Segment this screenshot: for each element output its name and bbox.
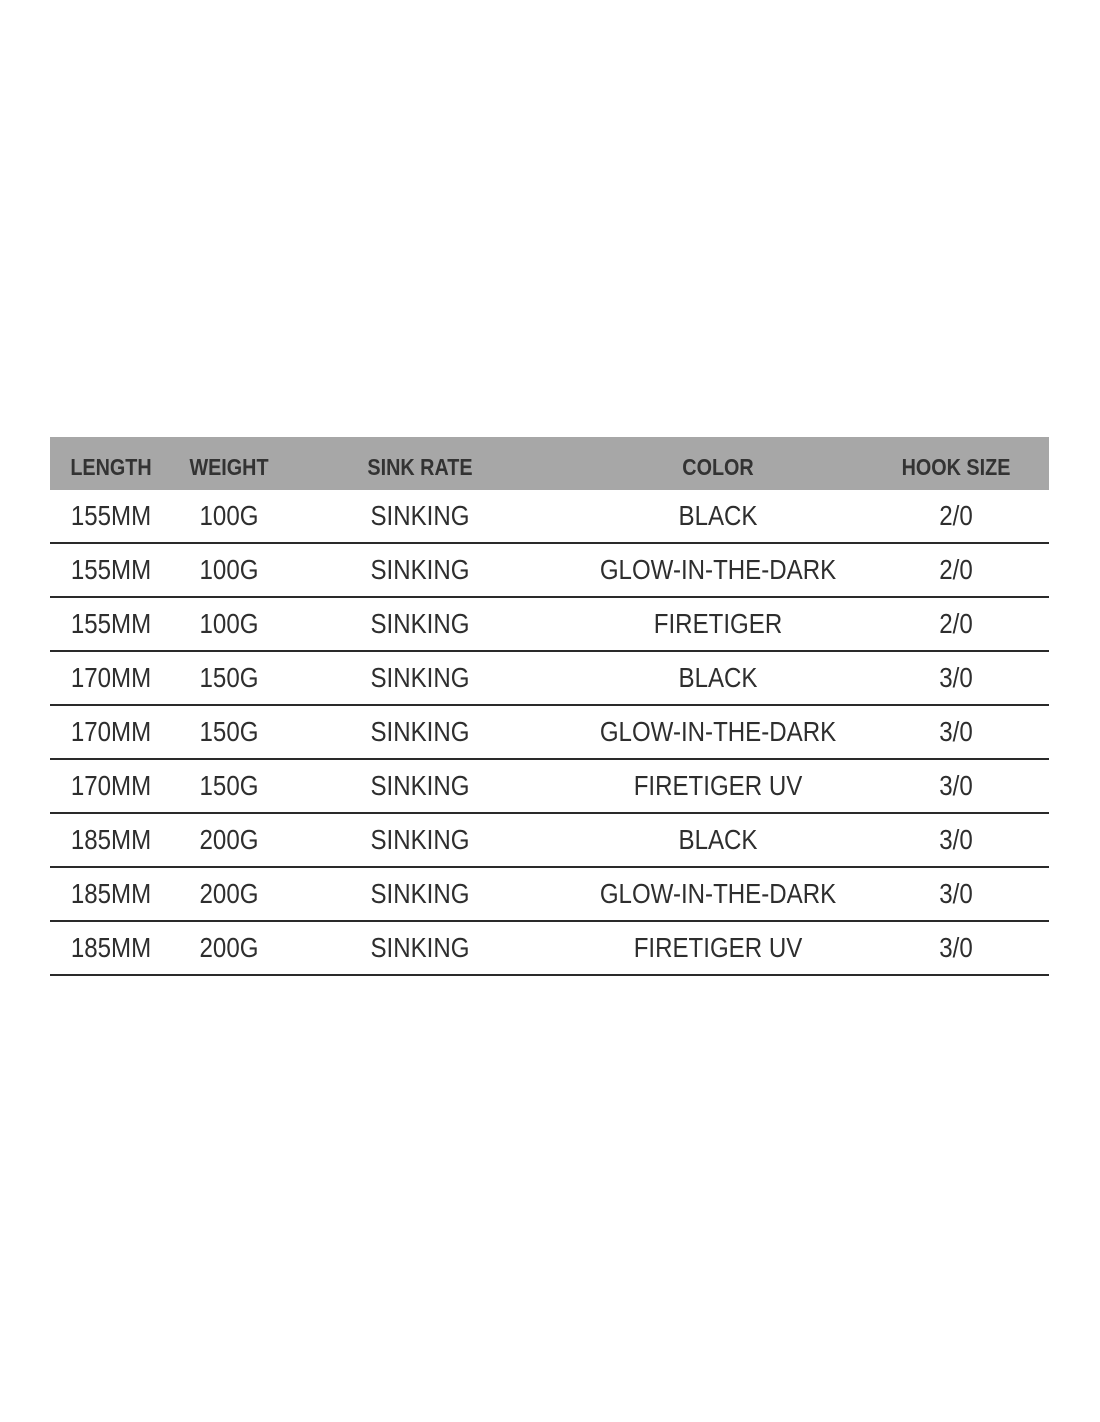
table-row [50, 868, 1049, 922]
table-row [50, 760, 1049, 814]
cell-color: BLACK [678, 662, 758, 693]
cell-sink-rate: SINKING [370, 824, 470, 855]
column-header-hook-size: HOOK SIZE [901, 454, 1011, 480]
cell-color: BLACK [678, 824, 758, 855]
table-row [50, 490, 1049, 544]
spec-table [50, 437, 1049, 976]
cell-length: 155MM [70, 554, 152, 585]
table-row [50, 922, 1049, 976]
cell-hook-size: 3/0 [939, 824, 973, 855]
cell-hook-size: 2/0 [939, 554, 973, 585]
table-row [50, 544, 1049, 598]
cell-weight: 100G [199, 554, 259, 585]
column-header-length: LENGTH [70, 454, 152, 480]
cell-sink-rate: SINKING [370, 716, 470, 747]
cell-sink-rate: SINKING [370, 662, 470, 693]
cell-weight: 100G [199, 500, 259, 531]
cell-length: 185MM [70, 932, 152, 963]
table-row [50, 598, 1049, 652]
cell-weight: 200G [199, 878, 259, 909]
cell-sink-rate: SINKING [370, 608, 470, 639]
table-header-row [50, 437, 1049, 490]
cell-color: GLOW-IN-THE-DARK [599, 716, 837, 747]
column-header-weight: WEIGHT [189, 454, 269, 480]
cell-color: FIRETIGER [653, 608, 783, 639]
cell-hook-size: 3/0 [939, 662, 973, 693]
cell-hook-size: 2/0 [939, 608, 973, 639]
column-header-color: COLOR [682, 454, 754, 480]
cell-weight: 150G [199, 770, 259, 801]
cell-length: 185MM [70, 824, 152, 855]
cell-length: 170MM [70, 716, 152, 747]
cell-hook-size: 3/0 [939, 932, 973, 963]
table-row [50, 706, 1049, 760]
cell-hook-size: 3/0 [939, 770, 973, 801]
cell-sink-rate: SINKING [370, 500, 470, 531]
table-row [50, 814, 1049, 868]
cell-length: 170MM [70, 770, 152, 801]
cell-sink-rate: SINKING [370, 878, 470, 909]
cell-length: 185MM [70, 878, 152, 909]
cell-weight: 150G [199, 662, 259, 693]
column-header-sink-rate: SINK RATE [367, 454, 473, 480]
cell-sink-rate: SINKING [370, 770, 470, 801]
table-row [50, 652, 1049, 706]
cell-weight: 100G [199, 608, 259, 639]
cell-color: BLACK [678, 500, 758, 531]
cell-length: 155MM [70, 500, 152, 531]
cell-color: GLOW-IN-THE-DARK [599, 878, 837, 909]
cell-length: 155MM [70, 608, 152, 639]
cell-weight: 200G [199, 824, 259, 855]
cell-color: FIRETIGER UV [633, 770, 803, 801]
cell-sink-rate: SINKING [370, 932, 470, 963]
cell-sink-rate: SINKING [370, 554, 470, 585]
cell-color: GLOW-IN-THE-DARK [599, 554, 837, 585]
cell-color: FIRETIGER UV [633, 932, 803, 963]
cell-hook-size: 2/0 [939, 500, 973, 531]
cell-length: 170MM [70, 662, 152, 693]
cell-weight: 150G [199, 716, 259, 747]
cell-hook-size: 3/0 [939, 878, 973, 909]
cell-weight: 200G [199, 932, 259, 963]
cell-hook-size: 3/0 [939, 716, 973, 747]
